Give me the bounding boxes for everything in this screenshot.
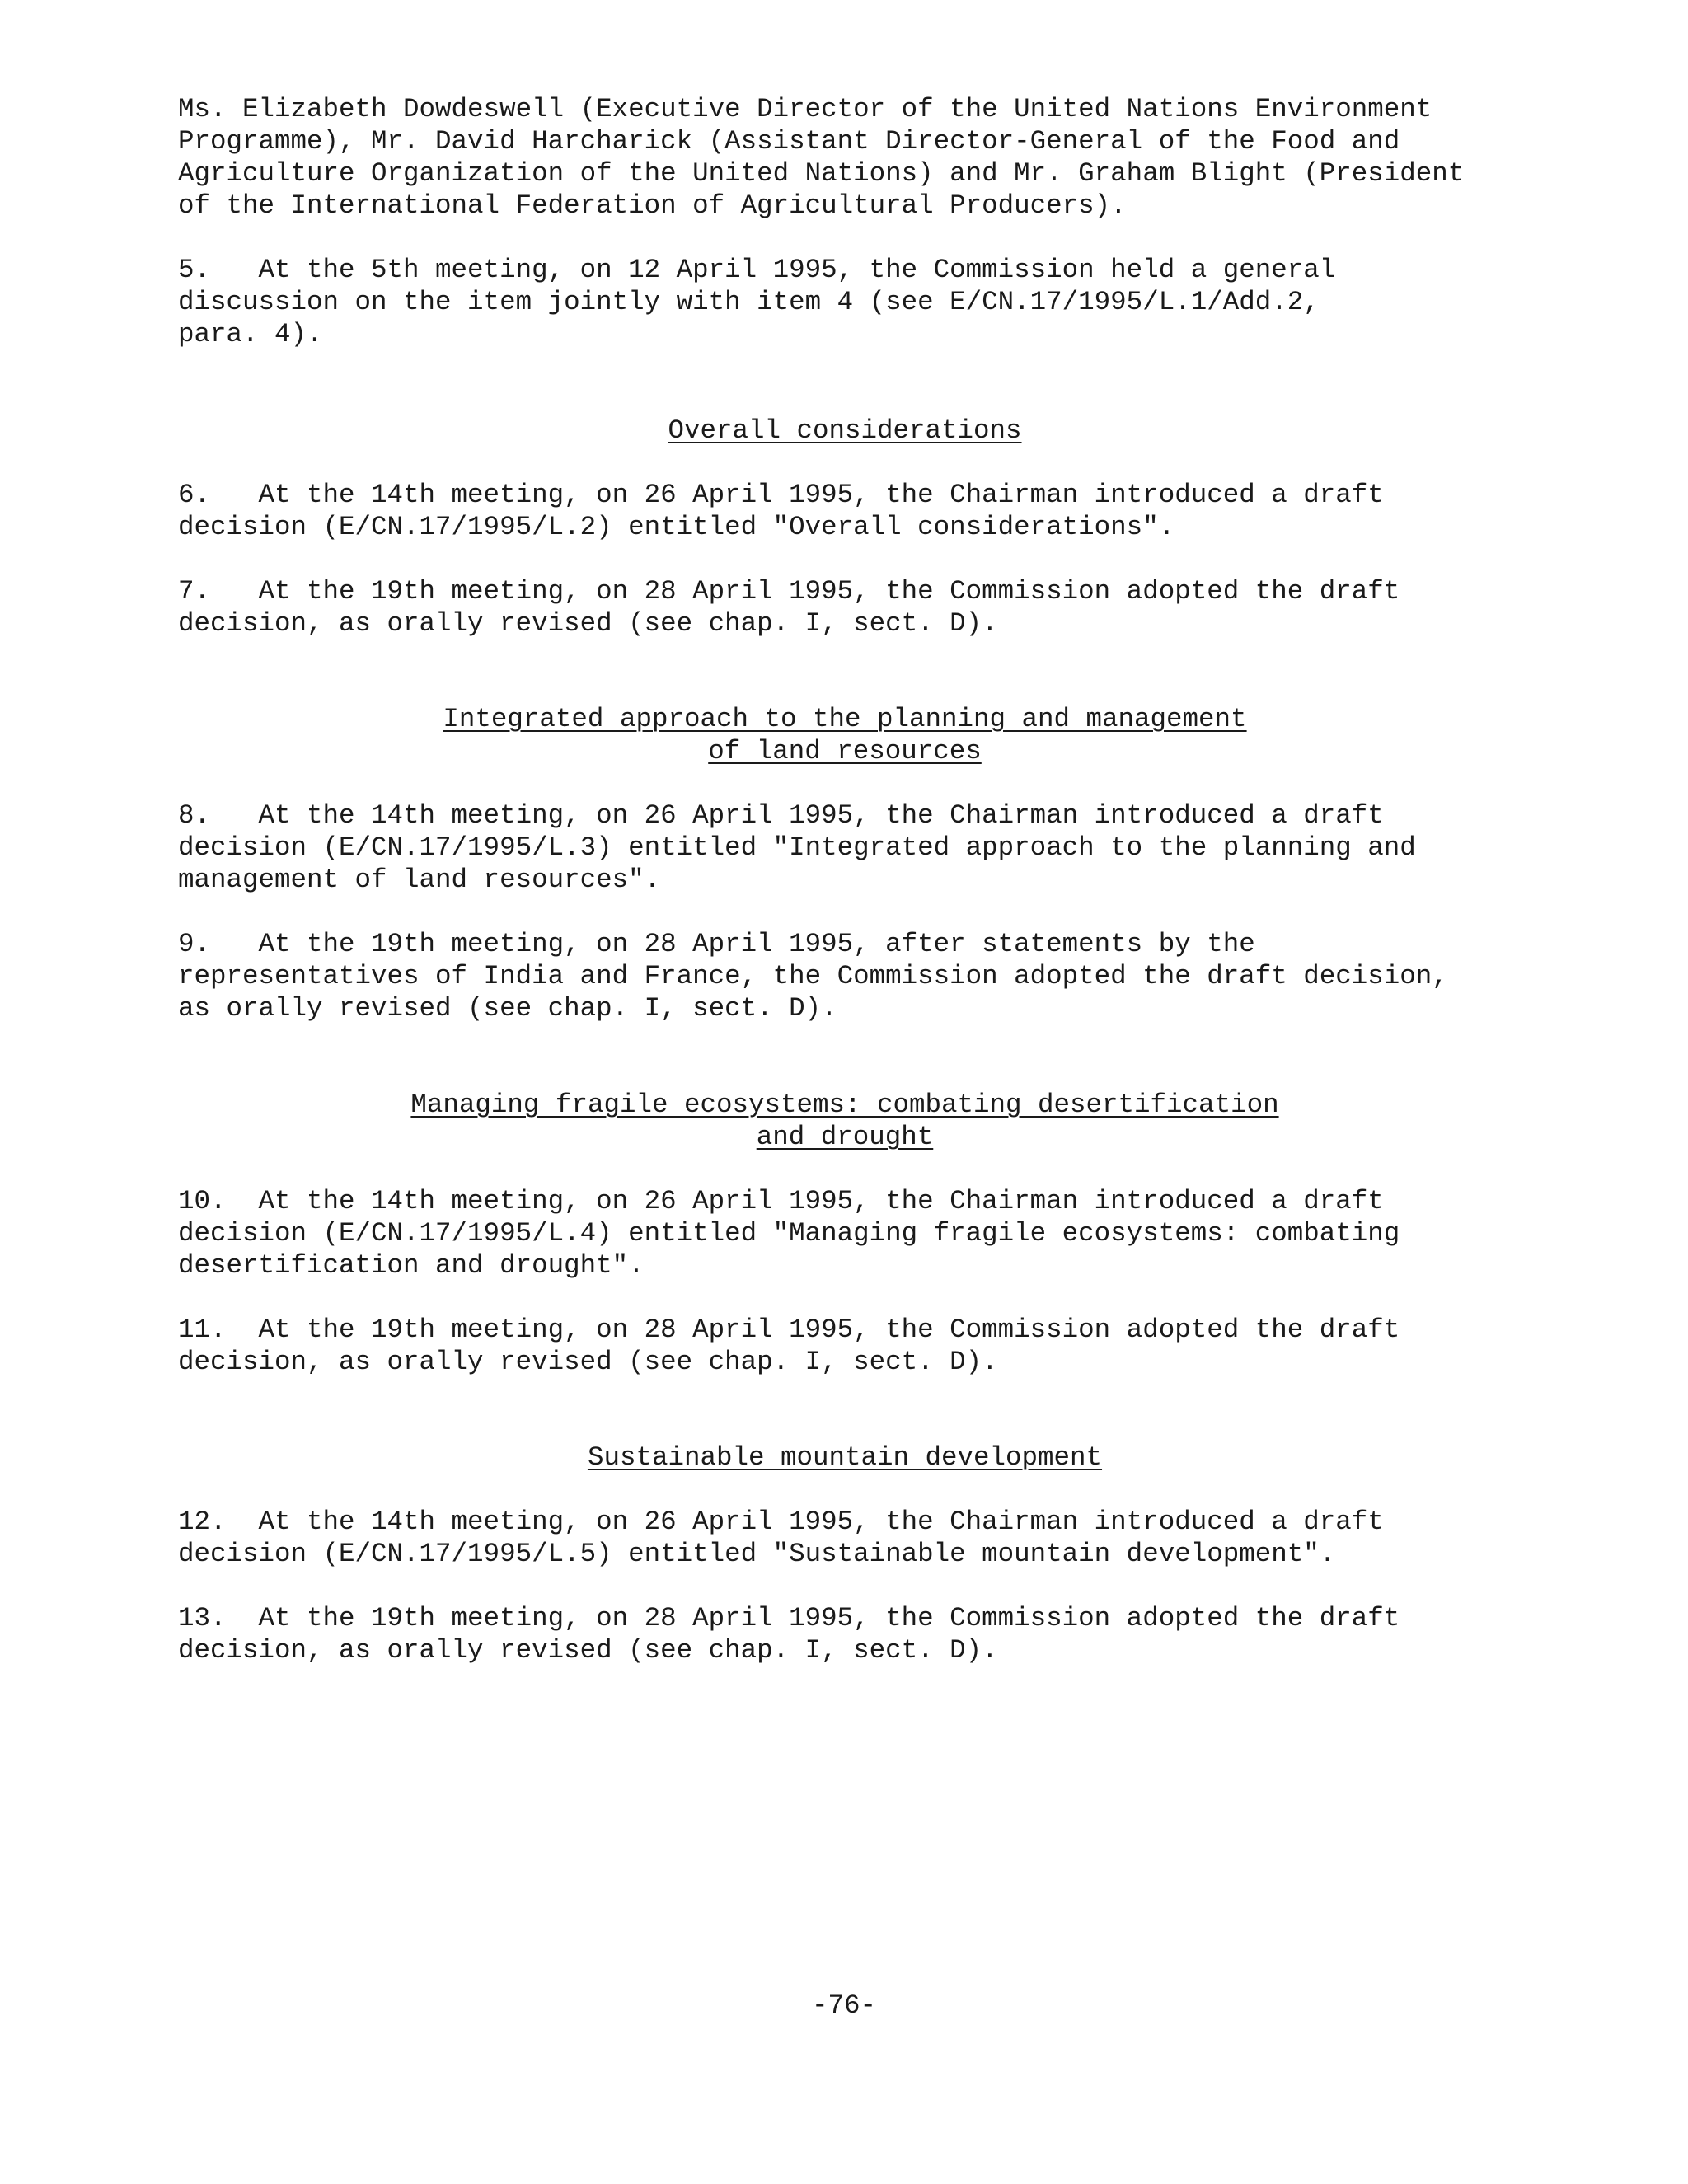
paragraph-13: 13. At the 19th meeting, on 28 April 1995, the Commission adopted the draft decision, as orally revised (see chap. I, sect. D). <box>178 1603 1400 1666</box>
paragraph-11: 11. At the 19th meeting, on 28 April 1995, the Commission adopted the draft decision, as orally revised (see chap. I, sect. D). <box>178 1315 1400 1377</box>
heading-overall-text: Overall considerations <box>668 415 1022 446</box>
heading-integrated-line-2: of land resources <box>708 736 982 766</box>
heading-fragile-line-1: Managing fragile ecosystems: combating desertification <box>410 1090 1279 1120</box>
paragraph-9: 9. At the 19th meeting, on 28 April 1995, after statements by the representatives of India and France, the Commission adopted the draft decision, as orally revised (see chap. I, sect. D). <box>178 929 1448 1024</box>
intro-paragraph: Ms. Elizabeth Dowdeswell (Executive Director of the United Nations Environment Programme), Mr. David Harcharick (Assistant Director-General of the Food and Agriculture Organization of the United Nations) and Mr. Graham Blight (President of the International Federation of Agricultural Producers). <box>178 94 1465 221</box>
paragraph-12: 12. At the 14th meeting, on 26 April 1995, the Chairman introduced a draft decision (E/CN.17/1995/L.5) entitled "Sustainable mountain development". <box>178 1507 1384 1569</box>
paragraph-6: 6. At the 14th meeting, on 26 April 1995, the Chairman introduced a draft decision (E/CN.17/1995/L.2) entitled "Overall considerations". <box>178 480 1384 542</box>
heading-mountain-text: Sustainable mountain development <box>587 1442 1103 1473</box>
paragraph-7: 7. At the 19th meeting, on 28 April 1995, the Commission adopted the draft decision, as orally revised (see chap. I, sect. D). <box>178 576 1400 639</box>
paragraph-5: 5. At the 5th meeting, on 12 April 1995, the Commission held a general discussion on the item jointly with item 4 (see E/CN.17/1995/L.1/Add.2, para. 4). <box>178 255 1336 349</box>
heading-fragile-line-2: and drought <box>756 1122 934 1152</box>
heading-integrated-approach <box>178 703 1512 767</box>
heading-overall-considerations <box>178 415 1512 447</box>
page-number: -76- <box>811 1990 876 2021</box>
paragraph-10: 10. At the 14th meeting, on 26 April 1995, the Chairman introduced a draft decision (E/CN.17/1995/L.4) entitled "Managing fragile ecosystems: combating desertification and drought". <box>178 1186 1400 1281</box>
paragraph-8: 8. At the 14th meeting, on 26 April 1995, the Chairman introduced a draft decision (E/CN.17/1995/L.3) entitled "Integrated approach to the planning and management of land resources". <box>178 800 1416 895</box>
heading-managing-fragile-ecosystems <box>178 1089 1512 1153</box>
heading-integrated-line-1: Integrated approach to the planning and management <box>443 704 1247 734</box>
heading-sustainable-mountain-development <box>178 1441 1512 1474</box>
